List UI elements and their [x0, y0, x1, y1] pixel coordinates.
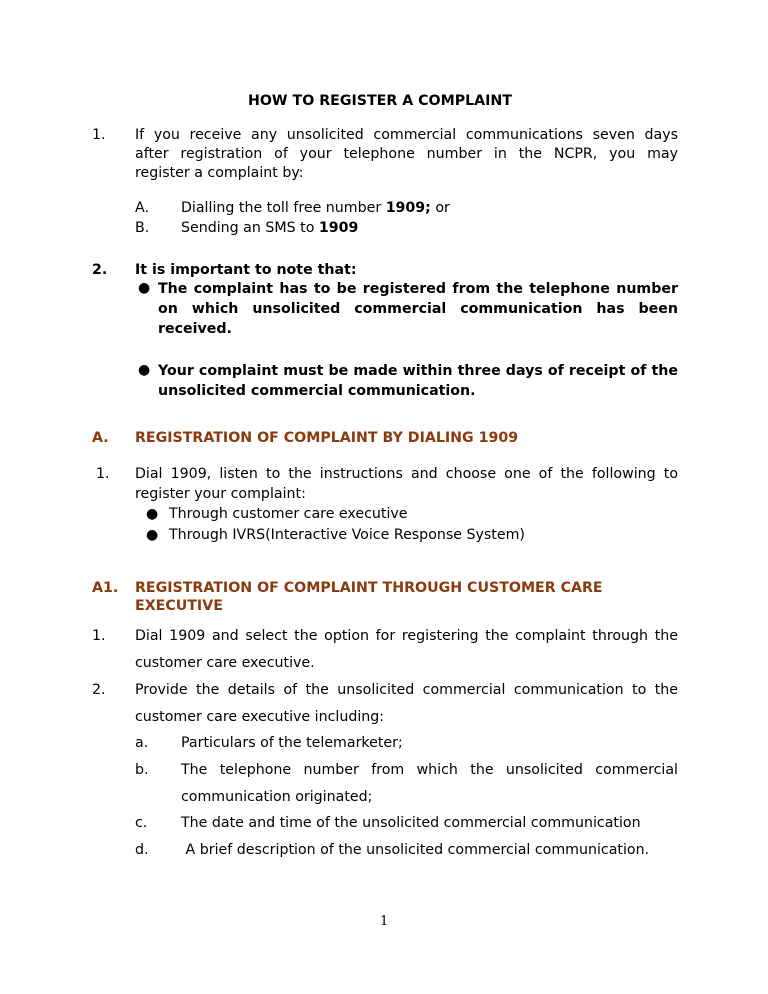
- item-number: 2.: [92, 682, 106, 698]
- option-letter: A.: [135, 200, 149, 216]
- section-label: A1.: [92, 580, 119, 596]
- section-heading: EXECUTIVE: [135, 598, 223, 614]
- bullet-line: Your complaint must be made within three days of receipt of the: [158, 363, 678, 379]
- bullet-line: Through IVRS(Interactive Voice Response System): [169, 527, 525, 543]
- bullet-line: The complaint has to be registered from the telephone number: [158, 281, 678, 297]
- section-heading: REGISTRATION OF COMPLAINT THROUGH CUSTOMER CARE: [135, 580, 603, 596]
- page-title: HOW TO REGISTER A COMPLAINT: [248, 93, 512, 109]
- sub-letter: c.: [135, 815, 148, 831]
- paragraph-line: Dial 1909 and select the option for registering the complaint through the: [135, 628, 678, 644]
- option-letter: B.: [135, 220, 150, 236]
- sub-line: The date and time of the unsolicited commercial communication: [181, 815, 641, 831]
- sub-letter: a.: [135, 735, 149, 751]
- paragraph-line: after registration of your telephone number in the NCPR, you may: [135, 146, 678, 162]
- paragraph-line: customer care executive including:: [135, 709, 385, 725]
- paragraph-line: register a complaint by:: [135, 165, 304, 181]
- section-heading: REGISTRATION OF COMPLAINT BY DIALING 1909: [135, 430, 519, 446]
- paragraph-line: If you receive any unsolicited commercial communications seven days: [135, 127, 678, 143]
- item-number: 2.: [92, 262, 108, 278]
- paragraph-line: Dial 1909, listen to the instructions and choose one of the following to: [135, 466, 678, 482]
- bullet-line: received.: [158, 321, 232, 337]
- sub-line: A brief description of the unsolicited commercial communication.: [181, 842, 650, 858]
- option-text: Sending an SMS to 1909: [181, 220, 359, 236]
- bullet-icon: ●: [146, 506, 159, 522]
- paragraph-line: register your complaint:: [135, 486, 306, 502]
- sub-letter: b.: [135, 762, 149, 778]
- sub-line: communication originated;: [181, 789, 373, 805]
- bullet-line: on which unsolicited commercial communication has been: [158, 301, 678, 317]
- option-text: Dialling the toll free number 1909; or: [181, 200, 450, 216]
- paragraph-line: customer care executive.: [135, 655, 315, 671]
- bullet-icon: ●: [146, 527, 159, 543]
- bullet-icon: ●: [138, 362, 151, 378]
- bullet-line: Through customer care executive: [169, 506, 408, 522]
- item-number: 1.: [96, 466, 110, 482]
- section-intro: It is important to note that:: [135, 262, 357, 278]
- bullet-icon: ●: [138, 280, 151, 296]
- paragraph-line: Provide the details of the unsolicited commercial communication to the: [135, 682, 678, 698]
- page-number: 1: [380, 914, 389, 929]
- bullet-line: unsolicited commercial communication.: [158, 383, 476, 399]
- sub-line: Particulars of the telemarketer;: [181, 735, 403, 751]
- section-label: A.: [92, 430, 109, 446]
- item-number: 1.: [92, 628, 106, 644]
- sub-line: The telephone number from which the unsolicited commercial: [181, 762, 678, 778]
- sub-letter: d.: [135, 842, 149, 858]
- item-number: 1.: [92, 127, 106, 143]
